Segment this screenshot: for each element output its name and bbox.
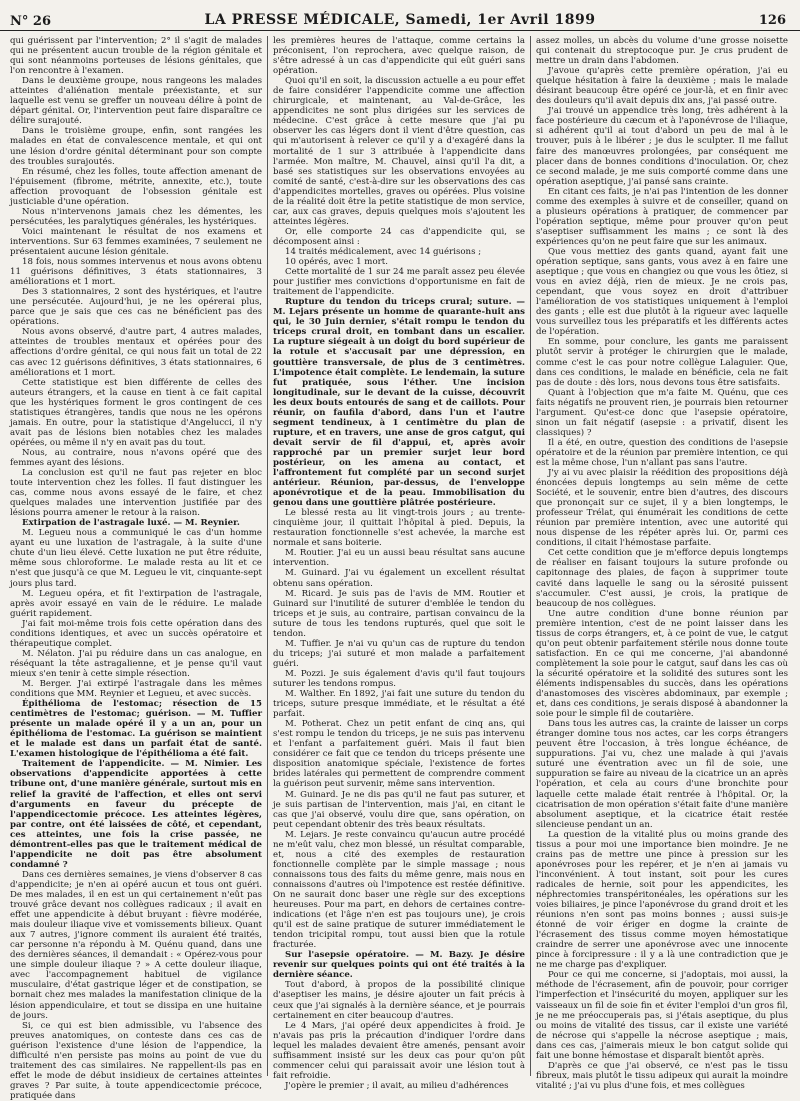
paragraph: J'opère le premier ; il avait, au milieu d'adhérences [285,1080,509,1091]
issue-number: N° 26 [10,14,51,29]
paragraph: J'ai trouvé un appendice très long, très adhérent à la face postérieure du cæcum et à l'aponévrose de l'iliaque, si adhérent qu'il ai tout d'abord un peu de mal à le trouver, puis à le libérer ; je dus le sculpter. Il me fallut faire des manœuvres prolongées, par conséquent me placer dans de bonnes conditions d'inoculation. Or, chez ce second malade, je me suis comporté comme dans une opération aseptique, j'ai pansé sans crainte. [536,106,788,187]
paragraph: M. Legueu opéra, et fit l'extirpation de l'astragale, après avoir essayé en vain de le réduire. Le malade guérit rapidement. [10,588,262,619]
paragraph: En somme, pour conclure, les gants me paraissent plutôt servir à protéger le chirurgien que le malade, comme c'est le cas pour notre collègue Lalaguier. Que, dans ces conditions, le malade en bénéficie, cela ne fait pas de doute : dès lors, nous devons tous être satisfaits. [536,337,788,388]
page-header [0,8,800,31]
paragraph: assez molles, un abcès du volume d'une grosse noisette qui contenait du streptocoque pur. Je crus prudent de mettre un drain dans l'abdomen. [536,36,788,67]
column-divider [530,36,531,1076]
paragraph: 18 fois, nous sommes intervenus et nous avons obtenu 11 guérisons définitives, 3 états stationnaires, 3 améliorations et 1 mort. [10,257,262,288]
paragraph: M. Routier. J'ai eu un aussi beau résultat sans aucune intervention. [273,548,525,569]
text-column-1 [10,36,262,1101]
paragraph: Voici maintenant le résultat de nos examens et interventions. Sur 63 femmes examinées, 7 seulement ne présentaient aucune lésion génitale. [10,226,262,257]
paragraph: 10 opérés, avec 1 mort. [285,257,388,268]
newspaper-title: LA PRESSE MÉDICALE, Samedi, 1er Avril 1899 [204,12,596,28]
section-heading-paragraph: Épithélioma de l'estomac; résection de 15 centimètres de l'estomac; guérison. — M. Tuffier présente un malade opéré il y a un an, pour un épithélioma de l'estomac. La guérison se maintient et le malade est dans un parfait état de santé. L'examen histologique de l'épithélioma a été fait. [10,699,262,760]
paragraph: La conclusion est qu'il ne faut pas rejeter en bloc toute intervention chez les folles. Il faut distinguer les cas, comme nous avons essayé de le faire, et chez quelques malades une intervention justifiée par des lésions pourra amener le retour à la raison. [10,468,262,519]
paragraph: M. Legueu nous a communiqué le cas d'un homme ayant eu une luxation de l'astragale, à la suite d'une chute d'un lieu élevé. Cette luxation ne put être réduite, même sous chloroforme. Le malade resta au lit et ce n'est que jusqu'à ce que M. Legueu le vit, cinquante-sept jours plus tard. [10,528,262,589]
paragraph: Le blessé resta au lit vingt-trois jours ; au trente-cinquième jour, il quittait l'hôpital à pied. Depuis, la restauration fonctionnelle s'est achevée, la marche est normale et sans boiterie. [273,508,525,549]
paragraph: La question de la vitalité plus ou moins grande des tissus a pour moi une importance bien moindre. Je ne crains pas de mettre une pince à pression sur les aponévroses pour les repérer, et je n'en ai jamais vu l'inconvénient. À tout instant, soit pour les cures radicales de hernie, soit pour les appendicites, les néphrectomies transpéritonéales, les opérations sur les voies biliaires, je pince l'aponévrose du grand droit et les réunions n'en sont pas moins bonnes ; aussi suis-je étonné de voir ériger en dogme la crainte de l'écrasement des tissus comme moyen hémostatique craindre de serrer une aponévrose avec une innocente pince à forcipressure : il y a là une contradiction que je ne me charge pas d'expliquer. [536,829,788,971]
paragraph: les premières heures de l'attaque, comme certains la préconisent, l'on reprochera, avec quelque raison, de s'être adressé à un cas d'appendicite qui eût guéri sans opération. [273,36,525,77]
text-column-2 [273,36,525,1091]
paragraph: M. Nélaton. J'ai pu réduire dans un cas analogue, en réséquant la tête astragalienne, et je pense qu'il vaut mieux s'en tenir à cette simple résection. [10,648,262,679]
text-column-3 [536,36,788,1091]
paragraph: En citant ces faits, je n'ai pas l'intention de les donner comme des exemples à suivre et de conseiller, quand on a plusieurs opérations à pratiquer, de commencer par l'opération septique, même pour prouver qu'on peut s'aseptiser suffisamment les mains ; ce sont là des expériences qu'on ne peut faire que sur les animaux. [536,186,788,247]
paragraph: D'après ce que j'ai observé, ce n'est pas le tissu fibreux, mais plutôt le tissu adipeux qui aurait la moindre vitalité ; j'ai vu plus d'une fois, et mes collègues [536,1060,788,1091]
paragraph: Que vous mettiez des gants quand, ayant fait une opération septique, sans gants, vous avez à en faire une aseptique ; que vous en changiez ou que vous les ôtiez, si vous en aviez déjà, rien de mieux. Je ne crois pas, cependant, que vous soyez en droit d'attribuer l'amélioration de vos statistiques uniquement à l'emploi des gants ; elle est due plutôt à la rigueur avec laquelle vous surveillez tous les préparatifs et les différents actes de l'opération. [536,246,788,338]
paragraph: Or, elle comporte 24 cas d'appendicite qui, se décomposent ainsi : [273,226,525,247]
section-heading-paragraph: Sur l'asepsie opératoire. — M. Bazy. Je désire revenir sur quelques points qui ont été traités à la dernière séance. [273,950,525,981]
paragraph: Dans ces dernières semaines, je viens d'observer 8 cas d'appendicite; je n'en ai opéré aucun et tous ont guéri. De mes malades, il en est un qui certainement n'eût pas trouvé grâce devant nos collègues radicaux ; il avait en effet une appendicite à début bruyant : fièvre modérée, mais douleur iliaque vive et vomissements bilieux. Quant aux 7 autres, j'ignore comment ils auraient été traités, car personne n'a répondu à M. Quénu quand, dans une des dernières séances, il demandait : « Opérez-vous pour une simple douleur iliaque ? » A cette douleur iliaque, avec l'accompagnement habituel de vigilance musculaire, d'état gastrique léger et de constipation, se bornait chez mes malades la manifestation clinique de la lésion appendiculaire, et tout se dissipa en une huitaine de jours. [10,869,262,1021]
paragraph: Une autre condition d'une bonne réunion par première intention, c'est de ne point laisser dans les tissus de corps étrangers, et, à ce point de vue, le catgut qu'on peut obtenir parfaitement stérile nous donne toute satisfaction. En ce qui me concerne, j'ai abandonné complètement la soie pour le catgut, sauf dans les cas où la sécurité opératoire et la solidité des sutures sont les éléments indispensables du succès, dans les opérations d'anastomoses des viscères abdominaux, par exemple ; et, dans ces conditions, je serais disposé à abandonner la soie pour le simple fil de coutarière. [536,608,788,720]
paragraph: Cette statistique est bien différente de celles des auteurs étrangers, et la cause en tient à ce fait capital que les hystériques forment le gros contingent de ces statistiques étrangères, tandis que nous ne les opérons jamais. En outre, pour la statistique d'Angelucci, il n'y avait pas de lésions bien notables chez les malades opérées, ou même il n'y en avait pas du tout. [10,377,262,448]
paragraph: Tout d'abord, à propos de la possibilité clinique d'aseptiser les mains, je désire ajouter un fait précis à ceux que j'ai signalés à la dernière séance, et je pourrais certainement en citer beaucoup d'autres. [273,980,525,1021]
paragraph: Quant à l'objection que m'a faite M. Quénu, que ces faits négatifs ne prouvent rien, je pourrais bien retourner l'argument. Qu'est-ce donc que l'asepsie opératoire, sinon un fait négatif (asepsie : a privatif, disent les classiques) ? [536,387,788,438]
paragraph: 14 traités médicalement, avec 14 guérisons ; [285,246,482,257]
paragraph: J'y ai vu avec plaisir la réédition des propositions déjà énoncées depuis longtemps au sein même de cette Société, et le souvenir, entre bien d'autres, des discours que prononçait sur ce sujet, il y a bien longtemps, le professeur Trélat, qui énumérait les conditions de cette réunion par première intention, avec une autorité qui nous dispense de les répéter après lui. Or, parmi ces conditions, il citait l'hémostase parfaite. [536,468,788,549]
section-heading-paragraph: Extirpation de l'astragale luxé. — M. Reynier. [22,518,240,529]
paragraph: M. Walther. En 1892, j'ai fait une suture du tendon du triceps, suture presque immédiate, et le résultat a été parfait. [273,689,525,720]
paragraph: J'avoue qu'après cette première opération, j'ai eu quelque hésitation à faire la deuxième ; mais le malade désirant beaucoup être opéré ce jour-là, et en finir avec des douleurs qu'il avait depuis dix ans, j'ai passé outre. [536,66,788,107]
paragraph: M. Guinard. J'ai vu également un excellent résultat obtenu sans opération. [273,568,525,589]
paragraph: Cet cette condition que je m'efforce depuis longtemps de réaliser en faisant toujours la suture profonde ou capitonnage des plaies, de façon à supprimer toute cavité dans laquelle le sang ou la sérosité puissent s'accumuler. C'est aussi, je crois, la pratique de beaucoup de nos collègues. [536,548,788,609]
paragraph: Dans tous les autres cas, la crainte de laisser un corps étranger domine tous nos actes, car les corps étrangers peuvent être l'occasion, à très longue échéance, de suppurations. J'ai vu, chez une malade à qui j'avais suturé une éventration avec un fil de soie, une suppuration se faire au niveau de la cicatrice un an après l'opération, et cela au cours d'une bronchite pour laquelle cette malade était rentrée à l'hôpital. Or, la cicatrisation de mon opération s'était faite d'une manière absolument aseptique, et la cicatrice était restée silencieuse pendant un an. [536,719,788,830]
page-number: 126 [758,13,786,28]
paragraph: Des 3 stationnaires, 2 sont des hystériques, et l'autre une persécutée. Aujourd'hui, je ne les opérerai plus, parce que je sais que ces cas ne bénéficient pas des opérations. [10,287,262,328]
paragraph: M. Ricard. Je suis pas de l'avis de MM. Routier et Guinard sur l'inutilité de suturer d'emblée le tendon du triceps et je suis, au contraire, partisan convaincu de la suture de tous les tendons rupturés, quel que soit le tendon. [273,588,525,639]
paragraph: qui guérissent par l'intervention; 2° il s'agit de malades qui ne présentent aucun trouble de la région génitale et qui sont néanmoins porteuses de lésions génitales, que l'on rencontre à l'examen. [10,36,262,77]
paragraph: Pour ce qui me concerne, si j'adoptais, moi aussi, la méthode de l'écrasement, afin de pouvoir, pour corriger l'imperfection et l'insécurité du moyen, appliquer sur les vaisseaux un fil de soie fin et éviter l'emploi d'un gros fil, je ne me préoccuperais pas, si j'étais aseptique, du plus ou moins de vitalité des tissus, car il existe une variété de nécrose qui s'appelle la nécrose aseptique ; mais, dans ces cas, j'aimerais mieux le bon catgut solide qui fait une bonne hémostase et disparaît bientôt après. [536,970,788,1061]
paragraph: M. Lejars. Je reste convaincu qu'aucun autre procédé ne m'eût valu, chez mon blessé, un résultat comparable, et, nous a cité des exemples de restauration fonctionnelle complète par le simple massage ; nous connaissons tous des faits du même genre, mais nous en connaissons d'autres où l'impotence est restée définitive. On ne saurait donc baser une règle sur des exceptions heureuses. Pour ma part, en dehors de certaines contre-indications (et l'âge n'en est pas toujours une), je crois qu'il est de saine pratique de suturer immédiatement le tendon tricipital rompu, tout aussi bien que la rotule fracturée. [273,829,525,951]
paragraph: Cette mortalité de 1 sur 24 me paraît assez peu élevée pour justifier mes convictions d'opportunisme en fait de traitement de l'appendicite. [273,267,525,298]
paragraph: Nous, au contraire, nous n'avons opéré que des femmes ayant des lésions. [10,447,262,468]
paragraph: Dans le troisième groupe, enfin, sont rangées les malades en état de convalescence mentale, et qui ont une lésion d'ordre génital déterminant pour son compte des troubles surajoutés. [10,126,262,167]
paragraph: Dans le deuxième groupe, nous rangeons les malades atteintes d'aliénation mentale préexistante, et sur laquelle est venu se greffer un nouveau délire à point de départ génital. Or, l'intervention peut faire disparaître ce délire surajouté. [10,76,262,127]
paragraph: En résumé, chez les folles, toute affection amenant de l'épuisement (fibrome, métrite, annexite, etc.), toute affection provoquant de l'obsession génitale est justiciable d'une opération. [10,166,262,207]
paragraph: Il a été, en outre, question des conditions de l'asepsie opératoire et de la réunion par première intention, ce qui est la même chose, l'un n'allant pas sans l'autre. [536,437,788,468]
paragraph: M. Berger. J'ai extirpé l'astragale dans les mêmes conditions que MM. Reynier et Legueu, et avec succès. [10,679,262,700]
paragraph: M. Pozzi. Je suis également d'avis qu'il faut toujours suturer les tendons rompus. [273,668,525,689]
paragraph: J'ai fait moi-même trois fois cette opération dans des conditions identiques, et avec un succès opératoire et thérapeutique complet. [10,618,262,649]
paragraph: Quoi qu'il en soit, la discussion actuelle a eu pour effet de faire considérer l'appendicite comme une affection chirurgicale, et maintenant, au Val-de-Grâce, les appendicites ne sont plus dirigées sur les services de médecine. C'est grâce à cette mesure que j'ai pu observer les cas légers dont il vient d'être question, cas qui m'autorisent à relever ce qu'il y a d'exagéré dans la mortalité de 1 sur 3 attribuée à l'appendicite dans l'armée. Mon maître, M. Chauvel, ainsi qu'il l'a dit, a basé ses statistiques sur les observations envoyées au comité de santé, c'est-à-dire sur les observations des cas d'appendicites mortelles, graves ou opérées. Plus voisine de la réalité doit être la petite statistique de mon service, car, aux cas graves, depuis quelques mois s'ajoutent les atteintes légères. [273,76,525,227]
paragraph: M. Guinard. Je ne dis pas qu'il ne faut pas suturer, et je suis partisan de l'intervention, mais j'ai, en citant le cas que j'ai observé, voulu dire que, sans opération, on peut cependant obtenir des très beaux résultats. [273,789,525,830]
paragraph: Nous avons observé, d'autre part, 4 autres malades, atteintes de troubles mentaux et opérées pour des affections d'ordre génital, ce qui nous fait un total de 22 cas avec 12 guérisons définitives, 3 états stationnaires, 6 améliorations et 1 mort. [10,327,262,378]
paragraph: Le 4 Mars, j'ai opéré deux appendicites à froid. Je n'avais pas pris la précaution d'indiquer l'ordre dans lequel les malades devaient être amenés, pensant avoir suffisamment insisté sur les deux cas pour qu'on pût commencer celui qui paraissait avoir une lésion tout à fait refroidie. [273,1020,525,1081]
section-heading-paragraph: Traitement de l'appendicite. — M. Nimier. Les observations d'appendicite apportées à cette tribune ont, d'une manière générale, surtout mis en relief la gravité de l'affection, et elles ont servi d'arguments en faveur du précepte de l'appendicectomie précoce. Les atteintes légères, par contre, ont été laissées de côté, et cependant, ces atteintes, une fois la crise passée, ne démontrent-elles pas que le traitement médical de l'appendicite ne doit pas être absolument condamné ? [10,759,262,870]
paragraph: M. Tuffier. Je n'ai vu qu'un cas de rupture du tendon du triceps; j'ai suturé et mon malade a parfaitement guéri. [273,638,525,669]
column-divider [267,36,268,1076]
section-heading-paragraph: Rupture du tendon du triceps crural; suture. — M. Lejars présente un homme de quarante-huit ans qui, le 30 Juin dernier, s'était rompu le tendon du triceps crural droit, en tombant dans un escalier. La rupture siégeait à un doigt du bord supérieur de la rotule et s'accusait par une dépression, en gouttière transversale, de plus de 3 centimètres. L'impotence était complète. Le lendemain, la suture fut pratiquée, sous l'éther. Une incision longitudinale, sur le devant de la cuisse, découvrit les deux bouts entourés de sang et de caillots. Pour réunir, on faufila d'abord, dans l'un et l'autre segment tendineux, à 1 centimètre du plan de rupture, et en travers, une anse de gros catgut, qui devait servir de fil d'appui, et, après avoir rapproché par un premier surjet leur bord postérieur, on les amena au contact, et l'affrontement fut complété par un second surjet antérieur. Réunion, par-dessus, de l'enveloppe aponévrotique et de la peau. Immobilisation du genou dans une gouttière plâtrée postérieure. [273,297,525,509]
paragraph: Si, ce qui est bien admissible, vu l'absence des preuves anatomiques, on conteste dans ces cas de guérison l'existence d'une lésion de l'appendice, la difficulté n'en persiste pas moins au point de vue du traitement des cas similaires. Ne rappellent-ils pas en effet le mode de début insidieux de certaines atteintes graves ? Par suite, à toute appendicectomie précoce, pratiquée dans [10,1020,262,1101]
paragraph: M. Potherat. Chez un petit enfant de cinq ans, qui s'est rompu le tendon du triceps, je ne suis pas intervenu et l'enfant a parfaitement guéri. Mais il faut bien considérer ce fait que ce tendon du triceps présente une disposition anatomique spéciale, l'existence de fortes brides latérales qui permettent de comprendre comment la guérison peut survenir, même sans intervention. [273,719,525,790]
paragraph: Nous n'intervenons jamais chez les démentes, les persécutées, les paralytiques générales, les hystériques. [10,206,262,227]
